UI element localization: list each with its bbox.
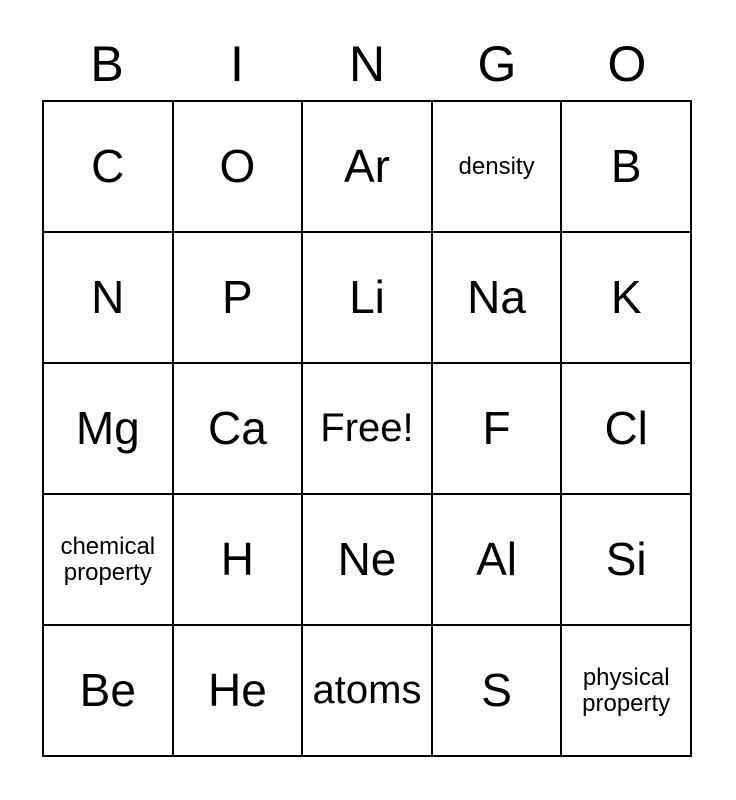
bingo-cell[interactable] xyxy=(174,102,304,233)
bingo-cell-label: Be xyxy=(79,663,136,716)
bingo-cell-label: Ne xyxy=(337,532,397,585)
bingo-cell[interactable] xyxy=(174,495,304,626)
bingo-cell-label: Al xyxy=(476,532,518,585)
bingo-cell-label: F xyxy=(482,401,511,454)
bingo-cell-label: N xyxy=(91,270,125,323)
bingo-cell[interactable] xyxy=(303,102,433,233)
bingo-cell-label: Li xyxy=(349,270,385,323)
bingo-cell[interactable] xyxy=(174,233,304,364)
bingo-cell[interactable] xyxy=(562,364,692,495)
bingo-header-letter-o: O xyxy=(607,36,647,92)
bingo-cell-label: density xyxy=(458,152,535,180)
bingo-cell-label: C xyxy=(91,139,125,192)
bingo-cell-label: chemical property xyxy=(60,532,156,586)
bingo-row xyxy=(44,626,692,757)
bingo-row xyxy=(44,233,692,364)
bingo-grid xyxy=(42,100,692,757)
bingo-cell[interactable] xyxy=(44,626,174,757)
bingo-cell[interactable] xyxy=(44,495,174,626)
bingo-cell-label: K xyxy=(610,270,642,323)
bingo-cell[interactable] xyxy=(433,233,563,364)
bingo-cell-label: physical property xyxy=(582,663,671,717)
bingo-cell[interactable] xyxy=(174,626,304,757)
bingo-cell[interactable] xyxy=(562,233,692,364)
bingo-cell-label: Ar xyxy=(343,139,390,192)
bingo-cell[interactable] xyxy=(303,495,433,626)
bingo-cell-label: O xyxy=(219,139,256,192)
bingo-row xyxy=(44,364,692,495)
bingo-cell-label: S xyxy=(481,663,512,716)
bingo-cell-label: He xyxy=(207,663,267,716)
bingo-cell-label: Mg xyxy=(75,401,140,454)
bingo-cell-label: H xyxy=(220,532,254,585)
bingo-cell[interactable] xyxy=(433,102,563,233)
bingo-cell[interactable] xyxy=(44,102,174,233)
bingo-cell[interactable] xyxy=(562,626,692,757)
bingo-cell-label: P xyxy=(222,270,253,323)
bingo-cell-label: Si xyxy=(605,532,647,585)
bingo-cell[interactable] xyxy=(303,233,433,364)
bingo-row xyxy=(44,495,692,626)
bingo-cell[interactable] xyxy=(433,626,563,757)
bingo-header-letter-i: I xyxy=(230,36,244,92)
bingo-row xyxy=(44,102,692,233)
bingo-header-letter-b: B xyxy=(90,36,124,92)
bingo-cell-label: Free! xyxy=(320,405,414,450)
bingo-card xyxy=(42,28,692,757)
bingo-cell[interactable] xyxy=(174,364,304,495)
bingo-cell[interactable] xyxy=(44,233,174,364)
bingo-cell[interactable] xyxy=(433,364,563,495)
bingo-cell[interactable] xyxy=(433,495,563,626)
bingo-cell-free[interactable] xyxy=(303,364,433,495)
bingo-header-letter-n: N xyxy=(348,36,386,92)
bingo-cell-label: Ca xyxy=(207,401,267,454)
bingo-cell[interactable] xyxy=(303,626,433,757)
bingo-cell-label: atoms xyxy=(312,667,422,712)
bingo-cell[interactable] xyxy=(562,102,692,233)
bingo-cell-label: Na xyxy=(467,270,526,323)
bingo-cell[interactable] xyxy=(44,364,174,495)
bingo-cell[interactable] xyxy=(562,495,692,626)
bingo-header-row xyxy=(42,28,692,100)
bingo-header-letter-g: G xyxy=(477,36,517,92)
bingo-cell-label: Cl xyxy=(604,401,648,454)
bingo-cell-label: B xyxy=(610,139,642,192)
